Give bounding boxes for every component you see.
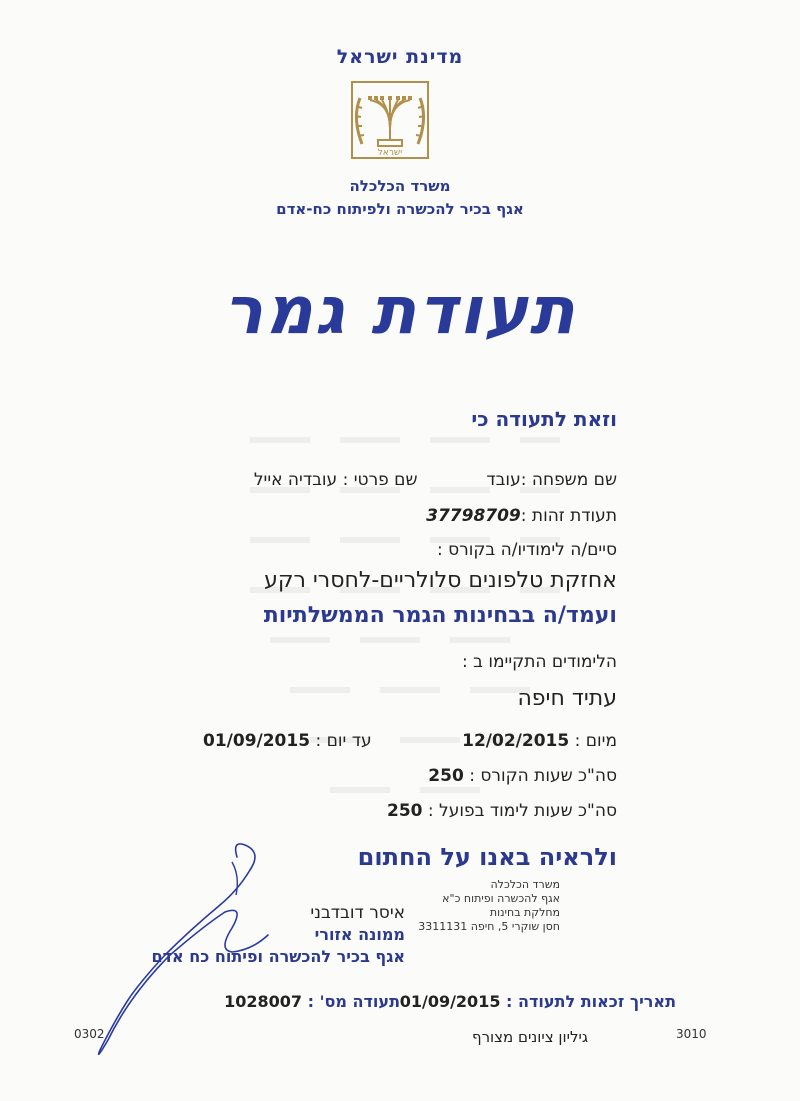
course-hours-row (428, 766, 617, 786)
id-number: 37798709 (426, 506, 521, 526)
witness-text: ולראיה באנו על החתום (357, 843, 617, 871)
from-date: 12/02/2015 (462, 731, 570, 751)
first-name-label: שם פרטי : (342, 470, 418, 490)
to-date-label: עד יום : (315, 731, 372, 751)
division-name: אגף בכיר להכשרה ולפיתוח כח-אדם (276, 200, 524, 218)
stamp-line-1: משרד הכלכלה (490, 878, 560, 891)
entitlement-date-row (400, 992, 676, 1011)
entitlement-date: 01/09/2015 (399, 992, 501, 1011)
to-date-row (203, 731, 372, 751)
office-stamp (418, 878, 560, 934)
state-emblem-icon (342, 78, 438, 170)
signer-block (152, 902, 406, 968)
last-name-label: שם משפחה : (520, 470, 617, 490)
signer-department: אגף בכיר להכשרה ופיתוח כח אדם (151, 947, 405, 966)
course-hours: 250 (428, 766, 464, 786)
ministry-name: משרד הכלכלה (349, 177, 451, 195)
from-date-row (462, 731, 617, 751)
to-date: 01/09/2015 (203, 731, 311, 751)
course-completed-label: סיים/ה לימודיו/ה בקורס : (436, 540, 617, 560)
course-name: אחזקת טלפונים סלולריים-לחסרי רקע (264, 568, 617, 593)
signer-role: ממונה אזורי (314, 925, 405, 944)
first-name-value: עובדיה אייל (253, 470, 338, 490)
studies-location: עתיד חיפה (517, 686, 617, 711)
course-hours-label: סה"כ שעות הקורס : (469, 766, 617, 786)
stamp-line-2: אגף להכשרה ופיתוח כ"א (442, 892, 560, 905)
entitlement-date-label: תאריך זכאות לתעודה : (506, 992, 676, 1011)
name-row (254, 470, 617, 490)
certificate-number: 1028007 (224, 992, 303, 1011)
certificate-title: תעודת גמר (223, 272, 577, 349)
actual-hours: 250 (387, 801, 423, 821)
actual-hours-label: סה"כ שעות לימוד בפועל : (427, 801, 617, 821)
id-label: תעודת זהות : (520, 506, 617, 526)
studies-location-label: הלימודים התקיימו ב : (461, 652, 617, 672)
passed-exams-text: ועמד/ה בבחינות הגמר הממשלתיות (263, 603, 617, 628)
actual-hours-row (387, 801, 617, 821)
from-date-label: מיום : (574, 731, 617, 751)
code-right: 3010 (676, 1027, 707, 1041)
certificate-number-row (224, 992, 400, 1011)
last-name-value: עובד (486, 470, 521, 490)
attached-grades-note: גיליון ציונים מצורף (471, 1028, 588, 1046)
certificate-number-label: תעודה מס' : (307, 992, 400, 1011)
emblem-caption: ישראל (377, 148, 403, 158)
intro-text: וזאת לתעודה כי (471, 407, 617, 431)
id-row (426, 506, 617, 526)
signer-name: איסר דובדבני (310, 903, 405, 923)
code-left: 0302 (74, 1027, 105, 1041)
stamp-line-4: חסן שוקרי 5, חיפה 3311131 (418, 920, 560, 933)
stamp-line-3: מחלקת בחינות (489, 906, 560, 919)
state-name: מדינת ישראל (336, 46, 464, 68)
